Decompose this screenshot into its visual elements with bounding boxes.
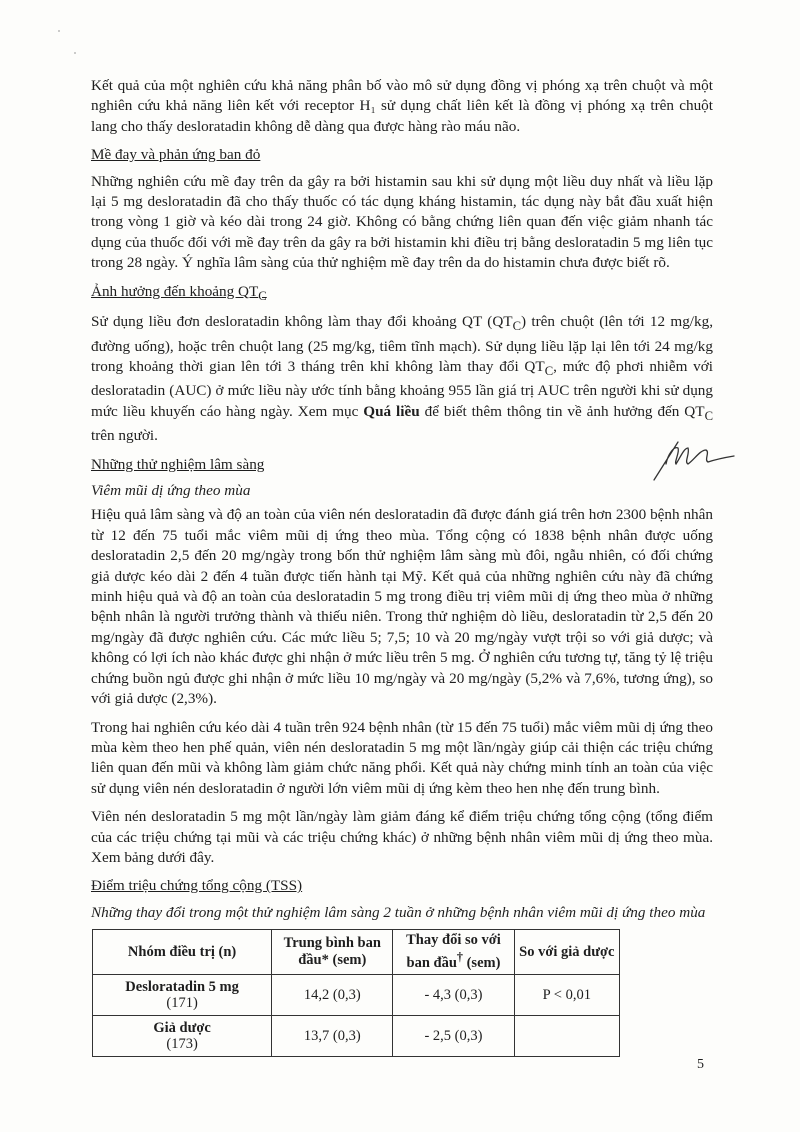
col-header-change: Thay đổi so với ban đầu† (sem) (393, 930, 514, 975)
tss-table (92, 929, 620, 1057)
document-page (91, 76, 713, 1057)
col-header-baseline: Trung bình ban đầu* (sem) (272, 930, 393, 975)
table-row (93, 1015, 620, 1056)
scan-speck (58, 30, 60, 32)
paragraph-urticaria: Những nghiên cứu mề đay trên da gây ra bởi histamin sau khi sử dụng một liều duy nhất và liều lặp lại 5 mg desloratadin đã cho thấy thuốc có tác dụng kháng histamin, tác dụng này bắt đầu xuất hiện trong vòng 1 giờ và kéo dài trong 24 giờ. Không có bằng chứng liên quan đến việc giảm nhanh tác dụng của thuốc đối với mề đay trên da gây ra bởi histamin khi điều trị bằng desloratadin 5 mg liên tục trong 28 ngày. Ý nghĩa lâm sàng của thử nghiệm mề đay trên da do histamin chưa được biết rõ. (91, 172, 713, 272)
table-row (93, 974, 620, 1015)
cell-group: Desloratadin 5 mg (171) (93, 974, 272, 1015)
paragraph-distribution: Kết quả của một nghiên cứu khả năng phân bố vào mô sử dụng đồng vị phóng xạ trên chuột và một nghiên cứu khả năng liên kết với receptor H₁ sử dụng chất liên kết là đồng vị phóng xạ trên chuột lang cho thấy desloratadin không dễ dàng qua được hàng rào máu não. (91, 77, 713, 135)
cell-change: - 4,3 (0,3) (393, 974, 514, 1015)
handwritten-signature (648, 434, 748, 484)
cell-change: - 2,5 (0,3) (393, 1015, 514, 1056)
cell-vs-placebo (514, 1015, 619, 1056)
table-caption: Những thay đổi trong một thử nghiệm lâm sàng 2 tuần ở những bệnh nhân viêm mũi dị ứng theo mùa (91, 903, 706, 921)
cell-group: Giả dược (173) (93, 1015, 272, 1056)
col-header-vs-placebo: So với giả dược (514, 930, 619, 975)
cell-baseline: 14,2 (0,3) (272, 974, 393, 1015)
section-heading-urticaria: Mề đay và phản ứng ban đỏ (91, 146, 261, 164)
section-heading-clinical-trials: Những thử nghiệm lâm sàng (91, 455, 265, 473)
subheading-seasonal-rhinitis: Viêm mũi dị ứng theo mùa (91, 482, 251, 500)
paragraph-asthma: Trong hai nghiên cứu kéo dài 4 tuần trên 924 bệnh nhân (từ 15 đến 75 tuổi) mắc viêm mũi dị ứng theo mùa kèm theo hen phế quản, viên nén desloratadin 5 mg một lần/ngày giúp cải thiện các triệu chứng liên quan đến mũi và không làm giảm chức năng phổi. Kết quả này chứng minh tính an toàn của việc sử dụng viên nén desloratadin ở người lớn viêm mũi dị ứng kèm theo hen nhẹ đến trung bình. (91, 718, 713, 797)
section-heading-tss: Điểm triệu chứng tổng cộng (TSS) (91, 877, 303, 895)
paragraph-tss: Viên nén desloratadin 5 mg một lần/ngày làm giảm đáng kể điểm triệu chứng tổng cộng (tổng điểm của các triệu chứng tại mũi và các triệu chứng khác) ở những bệnh nhân viêm mũi dị ứng theo mùa. Xem bảng dưới đây. (91, 808, 713, 866)
link-overdose: Quá liều (363, 402, 420, 420)
paragraph-efficacy: Hiệu quả lâm sàng và độ an toàn của viên nén desloratadin đã được đánh giá trên hơn 2300 bệnh nhân từ 12 đến 75 tuổi mắc viêm mũi dị ứng theo mùa. Tổng cộng có 1838 bệnh nhân được uống desloratadin 2,5 đến 20 mg/ngày trong bốn thử nghiệm lâm sàng mù đôi, ngẫu nhiên, có đối chứng giả dược kéo dài 2 đến 4 tuần được tiến hành tại Mỹ. Kết quả của những nghiên cứu này đã chứng minh hiệu quả và độ an toàn của desloratadin 5 mg trong điều trị viêm mũi dị ứng theo mùa ở những bệnh nhân là người trưởng thành và thiếu niên. Trong thử nghiệm dò liều, desloratadin từ 2,5 đến 20 mg/ngày đã được nghiên cứu. Các mức liều 5; 7,5; 10 và 20 mg/ngày vượt trội so với giả dược; và không có lợi ích nào khác được ghi nhận ở mức liều trên 5 mg. Ở nghiên cứu tương tự, tăng tỷ lệ triệu chứng buồn ngủ được ghi nhận ở mức liều 10 mg/ngày và 20 mg/ngày (5,2% và 7,6%, tương ứng), so với giả dược (2,3%). (91, 506, 713, 708)
table-header-row (93, 930, 620, 975)
scan-speck (74, 52, 76, 54)
page-number: 5 (697, 1057, 704, 1072)
cell-baseline: 13,7 (0,3) (272, 1015, 393, 1056)
section-heading-qtc: Ảnh hưởng đến khoảng $QT_C$ (91, 282, 267, 303)
paragraph-qtc: Sử dụng liều đơn desloratadin không làm thay đổi khoảng QT $(QT_C)$ trên chuột (lên tới 12 mg/kg, đường uống), hoặc trên chuột lang (25 mg/kg, tiêm tĩnh mạch). Sử dụng liều lặp lại lên tới 24 mg/kg trong khoảng thời gian lên tới 3 tháng trên khỉ không làm thay đổi $QT_C$, mức độ phơi nhiễm với desloratadin (AUC) ở mức liều này ước tính bằng khoảng 955 lần giá trị AUC trên người khi sử dụng mức liều khuyến cáo hàng ngày. Xem mục Quá liều để biết thêm thông tin về ảnh hưởng đến $QT_C$ trên người. (91, 313, 714, 445)
col-header-group: Nhóm điều trị (n) (93, 930, 272, 975)
cell-vs-placebo: P < 0,01 (514, 974, 619, 1015)
